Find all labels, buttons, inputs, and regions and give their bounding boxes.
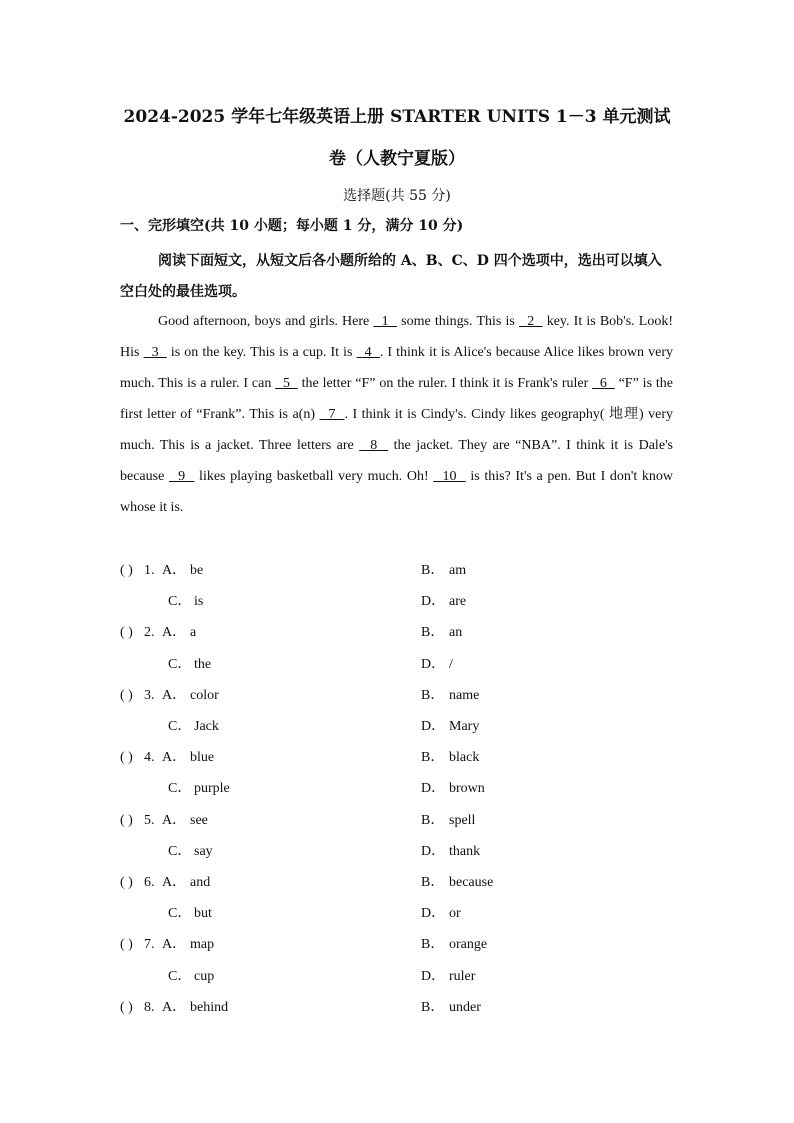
answer-paren: ( ) <box>120 750 133 766</box>
option-a: see <box>190 812 208 828</box>
question-number: 4. <box>144 750 155 766</box>
option-label: B． <box>421 937 445 953</box>
question-row-options <box>120 592 680 612</box>
option-label: A． <box>162 875 187 890</box>
answer-paren: ( ) <box>120 999 133 1015</box>
option-d: or <box>449 906 461 922</box>
option-c: Jack <box>194 719 219 734</box>
option-label: C． <box>168 906 192 922</box>
question-row-options <box>120 904 680 924</box>
option-a: blue <box>190 750 215 766</box>
passage-blank: 5 <box>275 376 298 391</box>
option-label: D． <box>421 781 446 797</box>
option-b: name <box>449 687 480 703</box>
option-b: under <box>449 999 481 1015</box>
answer-paren: ( ) <box>120 687 133 703</box>
question-row <box>120 935 680 955</box>
option-label: A． <box>162 937 187 953</box>
option-label: A． <box>162 999 187 1015</box>
passage-blank: 9 <box>168 469 195 484</box>
passage-text: is this? It's a pen. But I don't know whose it is. <box>120 469 673 515</box>
answer-paren: ( ) <box>120 812 133 828</box>
option-c: cup <box>194 968 215 984</box>
answer-paren: ( ) <box>120 625 133 641</box>
answer-paren: ( ) <box>120 937 133 953</box>
question-row-options <box>120 967 680 987</box>
option-label: C． <box>168 656 192 672</box>
exam-title-line2: 卷（人教宁夏版） <box>329 149 465 169</box>
question-row <box>120 873 680 893</box>
option-b: am <box>449 563 467 578</box>
option-label: B． <box>421 875 445 890</box>
question-row <box>120 811 680 831</box>
passage-blank: 3 <box>143 345 167 360</box>
section-heading: 一、完形填空(共 10 小题；每小题 1 分，满分 10 分) <box>120 218 464 234</box>
option-d: ruler <box>449 968 476 984</box>
option-a: color <box>190 687 219 703</box>
option-b: an <box>449 625 463 641</box>
question-number: 1. <box>144 563 155 578</box>
option-label: C． <box>168 719 192 734</box>
question-row <box>120 686 680 706</box>
passage-text: is on the key. This is a cup. It is <box>166 345 357 360</box>
option-c: the <box>194 656 212 672</box>
question-number: 2. <box>144 625 155 641</box>
option-label: A． <box>162 687 187 703</box>
option-b: black <box>449 750 480 766</box>
passage-text: . I think it is Cindy's. Cindy likes geography( 地理) very much. This is a jacket. Three letters are <box>120 407 674 453</box>
option-b: orange <box>449 937 488 953</box>
passage-text: likes playing basketball very much. Oh! <box>194 469 434 484</box>
option-label: D． <box>421 906 446 922</box>
option-a: behind <box>190 999 229 1015</box>
section-subtitle: 选择题(共 55 分) <box>343 188 451 204</box>
question-row <box>120 623 680 643</box>
passage-blank: 1 <box>373 314 397 329</box>
instructions: 阅读下面短文，从短文后各小题所给的 A、B、C、D 四个选项中，选出可以填入空白处的最佳选项。 <box>120 253 662 300</box>
option-a: and <box>190 875 211 890</box>
passage-text: Good afternoon, boys and girls. Here <box>158 314 374 329</box>
passage-blank: 7 <box>319 407 345 422</box>
passage-text: some things. This is <box>396 314 519 329</box>
question-row <box>120 561 680 581</box>
passage-text: . I think it is Alice's because Alice likes brown very much. This is a ruler. I can <box>120 345 673 391</box>
option-label: C． <box>168 843 192 859</box>
option-c: but <box>194 906 212 922</box>
option-label: D． <box>421 968 446 984</box>
option-d: Mary <box>449 719 480 734</box>
option-label: A． <box>162 812 187 828</box>
question-row-options <box>120 779 680 799</box>
option-a: a <box>190 625 197 641</box>
question-row-options <box>120 717 680 737</box>
answer-paren: ( ) <box>120 875 133 890</box>
option-label: B． <box>421 812 445 828</box>
option-c: say <box>194 843 213 859</box>
passage-text: “F” is the first letter of “Frank”. This is a(n) <box>120 376 674 422</box>
question-row <box>120 748 680 768</box>
option-label: B． <box>421 625 445 641</box>
option-label: C． <box>168 594 192 610</box>
option-label: B． <box>421 687 445 703</box>
passage-blank: 10 <box>433 469 466 484</box>
passage-text: the jacket. They are “NBA”. I think it is Dale's because <box>120 438 674 484</box>
question-number: 5. <box>144 812 155 828</box>
option-label: D． <box>421 594 446 610</box>
cloze-passage <box>120 306 673 523</box>
question-row-options <box>120 655 680 675</box>
exam-title-line1: 2024-2025 学年七年级英语上册 STARTER UNITS 1－3 单元测试 <box>123 107 671 127</box>
option-c: purple <box>194 781 230 797</box>
passage-blank: 2 <box>518 314 543 329</box>
option-label: A． <box>162 750 187 766</box>
option-b: spell <box>449 812 476 828</box>
question-row-options <box>120 842 680 862</box>
option-b: because <box>449 875 494 890</box>
option-d: brown <box>449 781 485 797</box>
option-label: C． <box>168 781 192 797</box>
question-number: 6. <box>144 875 155 890</box>
option-label: B． <box>421 563 445 578</box>
question-number: 7. <box>144 937 155 953</box>
option-label: B． <box>421 999 445 1015</box>
passage-text: the letter “F” on the ruler. I think it is Frank's ruler <box>297 376 593 391</box>
option-c: is <box>194 594 204 610</box>
option-label: B． <box>421 750 445 766</box>
passage-blank: 8 <box>359 438 389 453</box>
option-label: A． <box>162 625 187 641</box>
option-label: C． <box>168 968 192 984</box>
option-a: map <box>190 937 215 953</box>
question-number: 3. <box>144 687 155 703</box>
question-number: 8. <box>144 999 155 1015</box>
question-row <box>120 998 680 1018</box>
option-d: are <box>449 594 467 610</box>
option-label: D． <box>421 656 446 672</box>
passage-blank: 6 <box>592 376 615 391</box>
option-a: be <box>190 563 204 578</box>
passage-text: key. It is Bob's. Look! His <box>120 314 674 360</box>
option-label: D． <box>421 719 446 734</box>
option-label: A． <box>162 563 187 578</box>
option-label: D． <box>421 843 446 859</box>
option-d: thank <box>449 843 481 859</box>
answer-paren: ( ) <box>120 563 133 578</box>
option-d: / <box>449 656 453 672</box>
passage-blank: 4 <box>356 345 380 360</box>
